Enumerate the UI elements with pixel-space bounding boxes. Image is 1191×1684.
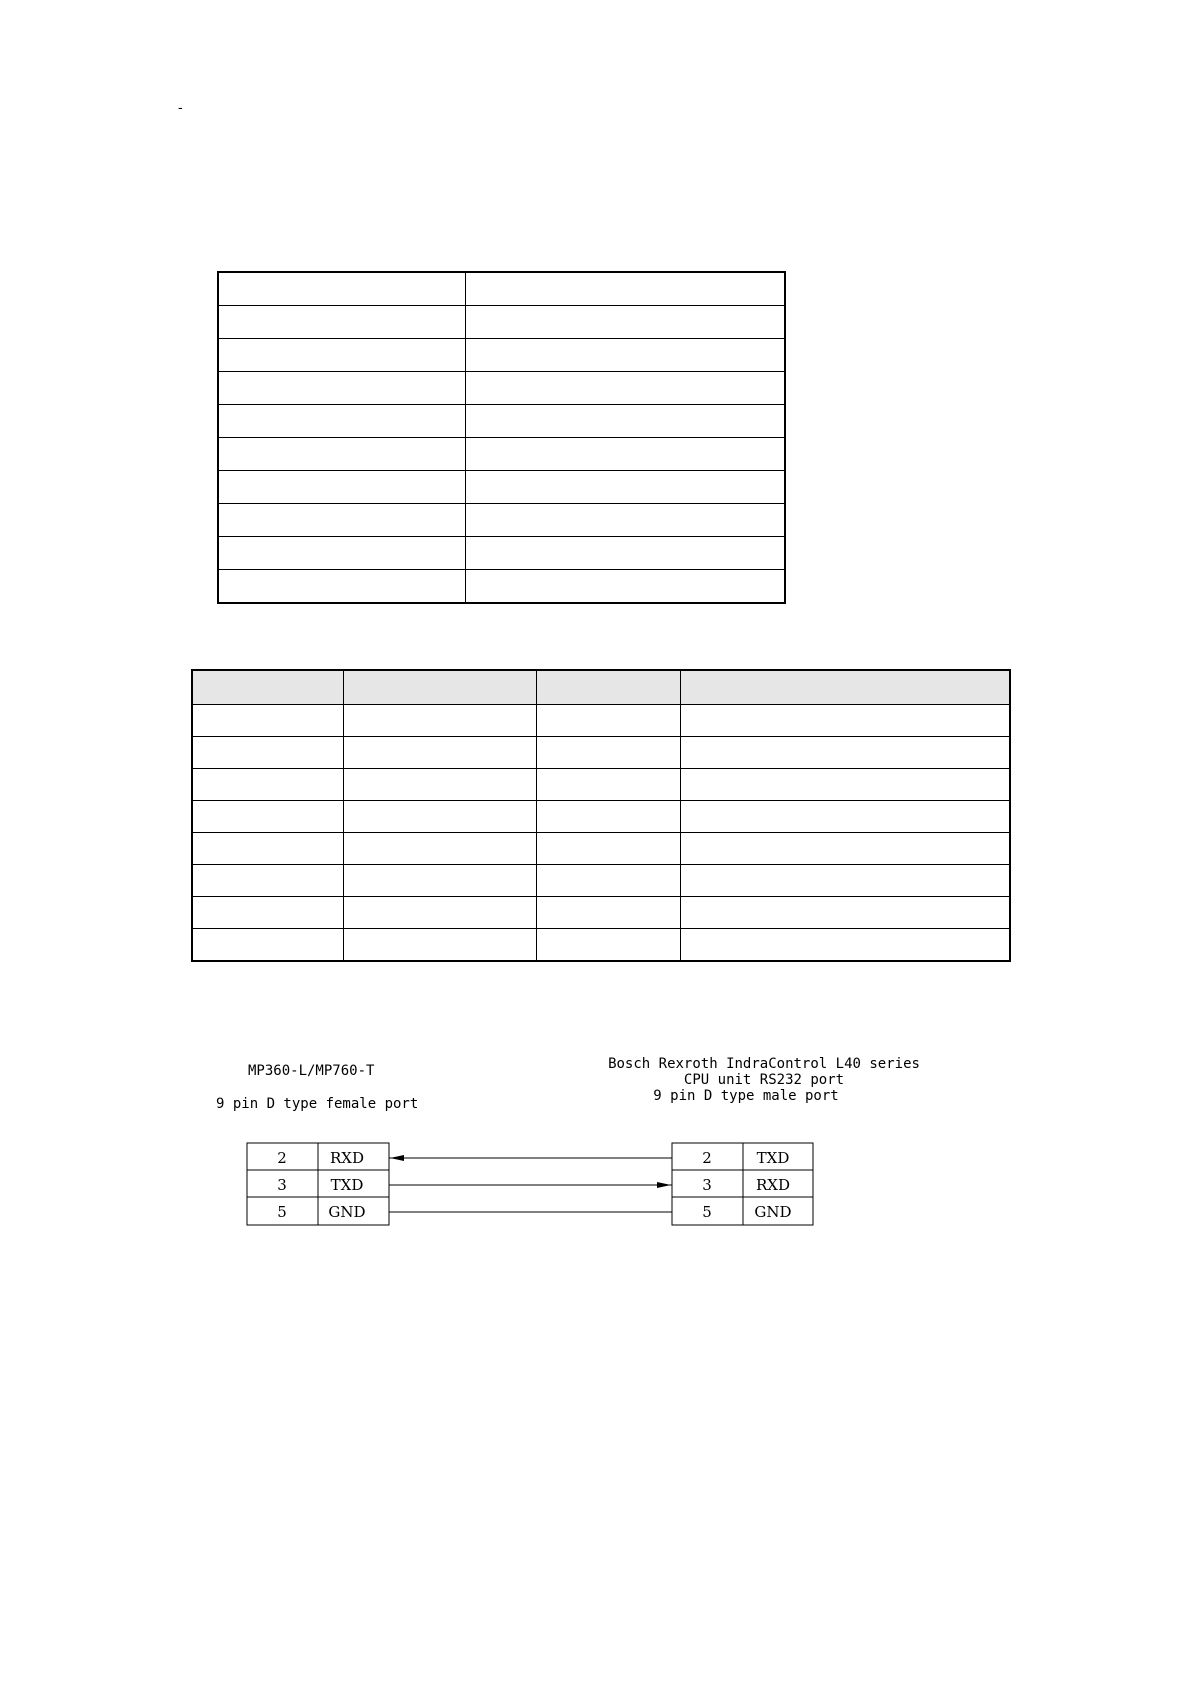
left-pin-table: [247, 1143, 389, 1225]
left-device-port: 9 pin D type female port: [216, 1096, 419, 1112]
arrow-right-icon: [657, 1182, 671, 1188]
left-pin-signal: GND: [328, 1203, 366, 1221]
right-pin-signal: GND: [754, 1203, 792, 1221]
left-pin-signal: RXD: [330, 1149, 364, 1167]
left-pin-number: 5: [277, 1203, 287, 1221]
left-pin-signal: TXD: [330, 1176, 364, 1194]
right-pin-number: 5: [702, 1203, 712, 1221]
left-device-title: MP360-L/MP760-T: [248, 1063, 375, 1079]
left-pin-number: 2: [277, 1149, 287, 1167]
right-device-port: 9 pin D type male port: [653, 1088, 839, 1104]
right-pin-signal: RXD: [756, 1176, 790, 1194]
arrow-left-icon: [390, 1155, 404, 1161]
right-pin-number: 3: [702, 1176, 712, 1194]
right-pin-table: [672, 1143, 813, 1225]
right-device-subtitle: CPU unit RS232 port: [683, 1072, 845, 1088]
right-pin-signal: TXD: [756, 1149, 790, 1167]
page-mark: -: [178, 99, 183, 115]
right-device-title: Bosch Rexroth IndraControl L40 series: [608, 1056, 920, 1072]
left-pin-number: 3: [277, 1176, 287, 1194]
right-pin-number: 2: [702, 1149, 712, 1167]
